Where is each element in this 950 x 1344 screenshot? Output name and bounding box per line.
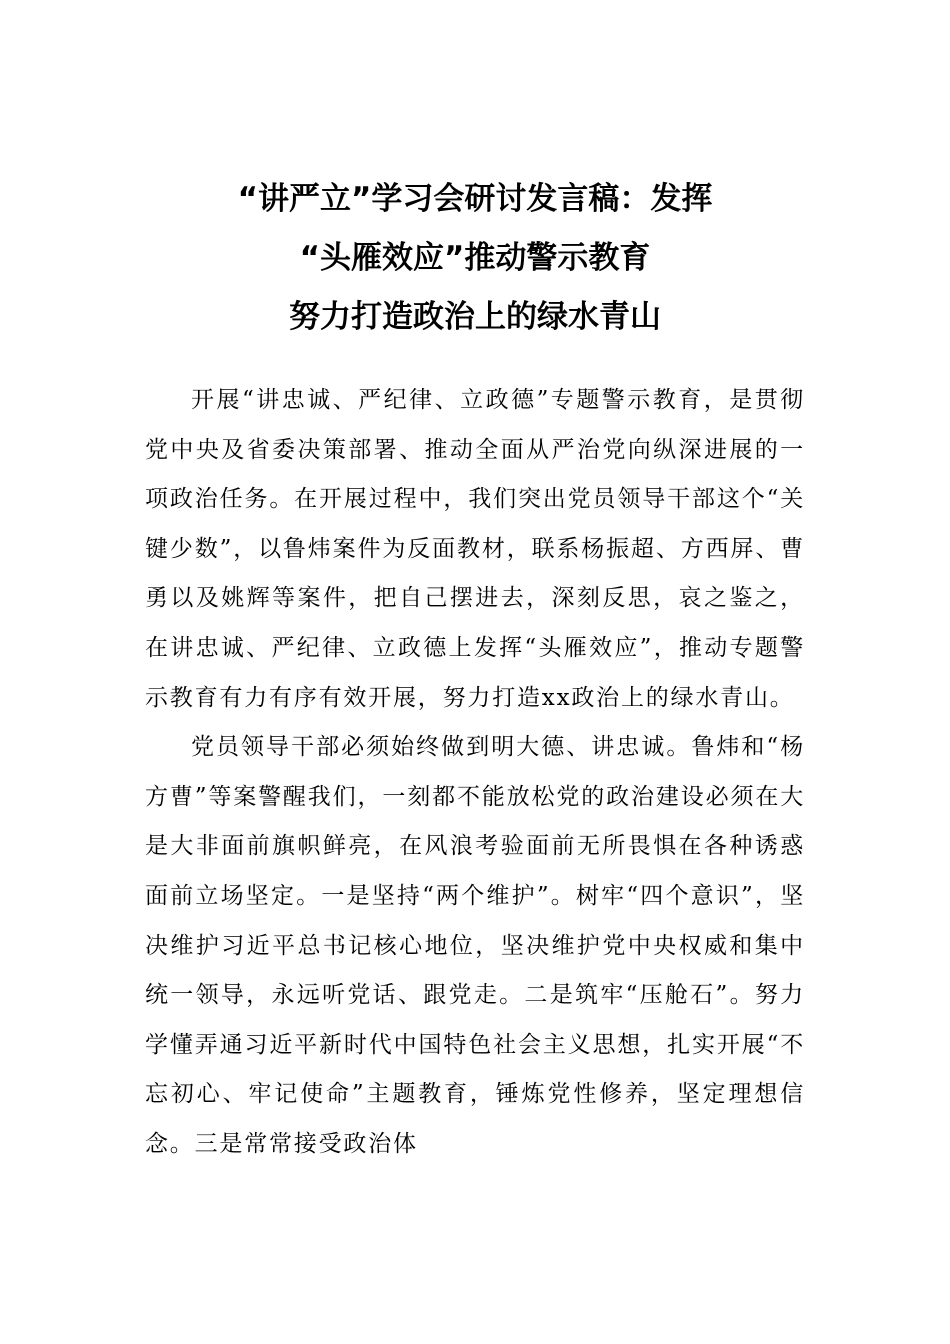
paragraph-2: 党员领导干部必须始终做到明大德、讲忠诚。鲁炜和“杨方曹”等案警醒我们，一刻都不能放松党的政治建设必须在大是大非面前旗帜鲜亮，在风浪考验面前无所畏惧在各种诱惑面前立场坚定。一是坚持“两个维护”。树牢“四个意识”，坚决维护习近平总书记核心地位，坚决维护党中央权威和集中统一领导，永远听党话、跟党走。二是筑牢“压舱石”。努力学懂弄通习近平新时代中国特色社会主义思想，扎实开展“不忘初心、牢记使命”主题教育，锤炼党性修养，坚定理想信念。三是常常接受政治体: [145, 734, 805, 1157]
document-body: [145, 376, 805, 1170]
document-title: [0, 170, 950, 347]
paragraph-1: 开展“讲忠诚、严纪律、立政德”专题警示教育，是贯彻党中央及省委决策部署、推动全面从严治党向纵深进展的一项政治任务。在开展过程中，我们突出党员领导干部这个“关键少数”，以鲁炜案件为反面教材，联系杨振超、方西屏、曹勇以及姚辉等案件，把自己摆进去，深刻反思，哀之鉴之，在讲忠诚、严纪律、立政德上发挥“头雁效应”，推动专题警示教育有力有序有效开展，努力打造xx政治上的绿水青山。: [145, 387, 805, 711]
title-line-3: 努力打造政治上的绿水青山: [289, 299, 661, 335]
title-line-2: “头雁效应”推动警示教育: [299, 240, 651, 276]
title-line-1: “讲严立”学习会研讨发言稿：发挥: [237, 181, 713, 217]
